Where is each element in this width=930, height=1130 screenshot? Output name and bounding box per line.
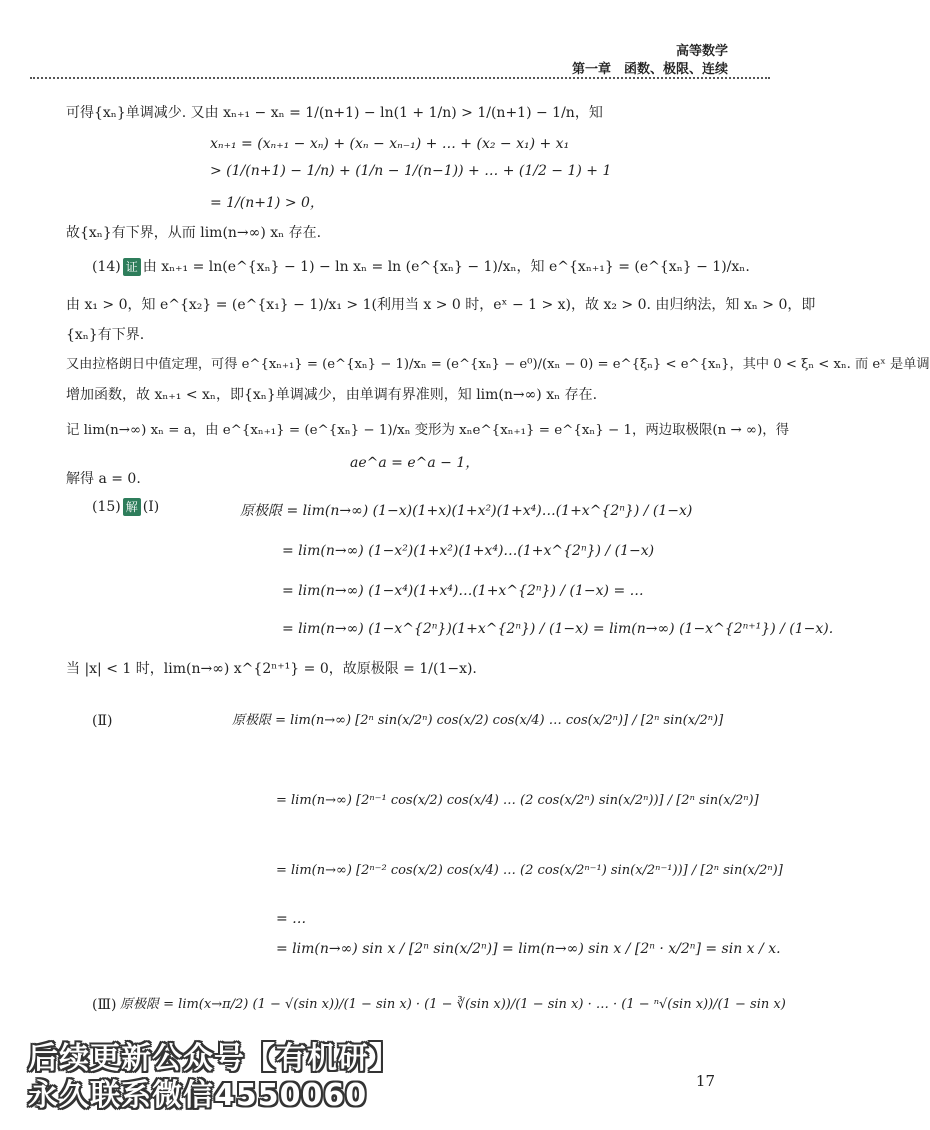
chapter-title: 第一章 函数、极限、连续 [571, 62, 728, 77]
text-line: 故{xₙ}有下界，从而 lim(n→∞) xₙ 存在. [66, 225, 322, 241]
equation-line: = … [276, 911, 307, 927]
equation-line: 原极限 = lim(n→∞) (1−x)(1+x)(1+x²)(1+x⁴)…(1+x^{2ⁿ}) / (1−x) [240, 503, 693, 519]
text-line: 增加函数，故 xₙ₊₁ < xₙ，即{xₙ}单调减少，由单调有界准则，知 lim(n→∞) xₙ 存在. [66, 387, 598, 403]
equation-line: = lim(n→∞) (1−x⁴)(1+x⁴)…(1+x^{2ⁿ}) / (1−x) = … [282, 583, 644, 599]
text-line: 解得 a = 0. [66, 471, 141, 487]
part-label: (Ⅲ) [92, 997, 117, 1013]
watermark-line: 永久联系微信4550060 [28, 1078, 368, 1113]
equation-line: = lim(n→∞) (1−x²)(1+x²)(1+x⁴)…(1+x^{2ⁿ}) / (1−x) [282, 543, 655, 559]
part-label: (Ⅰ) [142, 499, 160, 515]
problem-number: (14) [92, 259, 121, 275]
equation-line: = lim(n→∞) [2ⁿ⁻² cos(x/2) cos(x/4) … (2 cos(x/2ⁿ⁻¹) sin(x/2ⁿ⁻¹))] / [2ⁿ sin(x/2ⁿ)] [276, 863, 783, 878]
header-divider [30, 77, 770, 79]
text-line: 可得{xₙ}单调减少. 又由 xₙ₊₁ − xₙ = 1/(n+1) − ln(1 + 1/n) > 1/(n+1) − 1/n，知 [66, 105, 603, 121]
equation-line: > (1/(n+1) − 1/n) + (1/n − 1/(n−1)) + … + (1/2 − 1) + 1 [210, 163, 612, 179]
problem-14-line [92, 258, 750, 276]
text-line: 当 |x| < 1 时，lim(n→∞) x^{2ⁿ⁺¹} = 0，故原极限 = 1/(1−x). [66, 661, 477, 677]
equation-line: = lim(n→∞) (1−x^{2ⁿ})(1+x^{2ⁿ}) / (1−x) = lim(n→∞) (1−x^{2ⁿ⁺¹}) / (1−x). [282, 621, 834, 637]
text-line: {xₙ}有下界. [66, 327, 145, 343]
problem-number: (15) [92, 499, 121, 515]
solution-tag: 解 [123, 498, 141, 516]
equation-line: xₙ₊₁ = (xₙ₊₁ − xₙ) + (xₙ − xₙ₋₁) + … + (x₂ − x₁) + x₁ [210, 136, 570, 152]
problem-14-text: 由 xₙ₊₁ = ln(e^{xₙ} − 1) − ln xₙ = ln (e^{xₙ} − 1)/xₙ，知 e^{xₙ₊₁} = (e^{xₙ} − 1)/xₙ. [142, 259, 750, 275]
text-line: 又由拉格朗日中值定理，可得 e^{xₙ₊₁} = (e^{xₙ} − 1)/xₙ = (e^{xₙ} − e⁰)/(xₙ − 0) = e^{ξₙ} < e^{xₙ}，其中 0 < ξₙ < xₙ. 而 eˣ 是单调 [66, 357, 930, 372]
equation-line: = 1/(n+1) > 0， [210, 195, 324, 211]
equation-line: ae^a = e^a − 1， [350, 455, 480, 471]
page-number: 17 [695, 1072, 715, 1090]
part-label: (Ⅱ) [92, 713, 113, 729]
problem-15-heading [92, 498, 159, 516]
book-title: 高等数学 [675, 44, 728, 59]
proof-tag: 证 [123, 258, 141, 276]
equation-line: 原极限 = lim(x→π/2) (1 − √(sin x))/(1 − sin x) · (1 − ∛(sin x))/(1 − sin x) · … · (1 − ⁿ√(sin x))/(1 − sin x) [120, 997, 786, 1012]
text-line: 由 x₁ > 0，知 e^{x₂} = (e^{x₁} − 1)/x₁ > 1(利用当 x > 0 时，eˣ − 1 > x)，故 x₂ > 0. 由归纳法，知 xₙ > 0，即 [66, 297, 816, 313]
equation-line: = lim(n→∞) sin x / [2ⁿ sin(x/2ⁿ)] = lim(n→∞) sin x / [2ⁿ · x/2ⁿ] = sin x / x. [276, 941, 781, 957]
equation-line: 原极限 = lim(n→∞) [2ⁿ sin(x/2ⁿ) cos(x/2) cos(x/4) … cos(x/2ⁿ)] / [2ⁿ sin(x/2ⁿ)] [232, 713, 724, 728]
text-line: 记 lim(n→∞) xₙ = a，由 e^{xₙ₊₁} = (e^{xₙ} − 1)/xₙ 变形为 xₙe^{xₙ₊₁} = e^{xₙ} − 1，两边取极限(n → ∞)，得 [66, 423, 790, 438]
watermark-line: 后续更新公众号【有机研】 [28, 1041, 400, 1076]
equation-line: = lim(n→∞) [2ⁿ⁻¹ cos(x/2) cos(x/4) … (2 cos(x/2ⁿ) sin(x/2ⁿ))] / [2ⁿ sin(x/2ⁿ)] [276, 793, 759, 808]
